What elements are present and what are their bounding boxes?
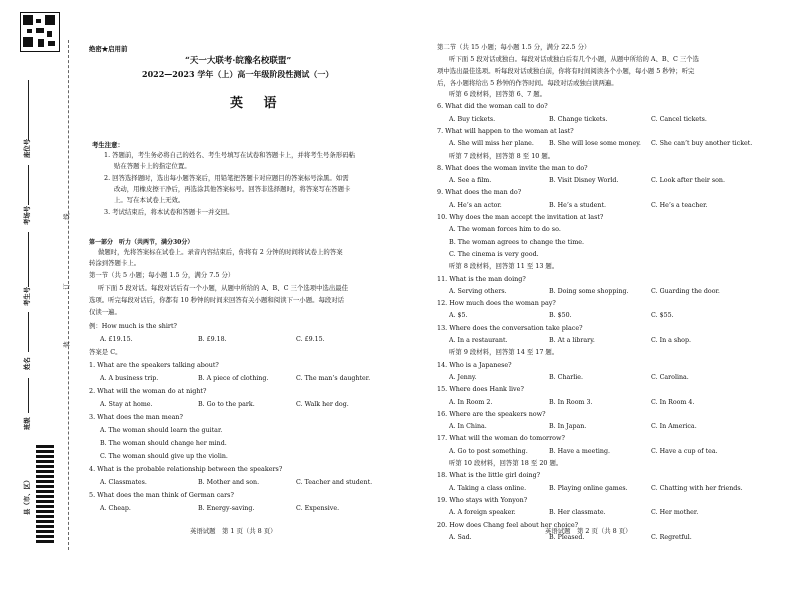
option: A. The woman forces him to do so.: [449, 225, 561, 234]
barcode-stripes: [36, 445, 54, 595]
listening-note: 听第 6 段材料，回答第 6、7 题。: [449, 90, 547, 98]
option: A. A foreign speaker.: [449, 509, 516, 517]
option: C. The man’s daughter.: [296, 375, 371, 382]
section2-desc: 项中选出最佳选项。听每段对话或独白前，你将有时间阅读各个小题，每小题 5 秒钟；听完: [437, 67, 695, 75]
option: B. Pleased.: [549, 533, 585, 541]
question: 14. Who is a Japanese?: [437, 360, 512, 369]
part1-heading: 第一部分 听力（共两节，满分30分）: [89, 239, 194, 246]
listening-note: 听第 8 段材料，回答第 11 至 13 题。: [449, 262, 559, 271]
label-seat: 座位号: [23, 138, 31, 158]
section2-heading: 第二节（共 15 小题；每小题 1.5 分，满分 22.5 分）: [437, 43, 591, 51]
option: C. The woman should give up the violin.: [100, 453, 228, 460]
label-name: 姓名: [23, 357, 31, 370]
option: B. In Japan.: [549, 423, 587, 431]
option: A. He’s an actor.: [449, 201, 502, 209]
exam-title: 2022—2023 学年（上）高一年级阶段性测试（一）: [142, 69, 334, 79]
option: B. Doing some shopping.: [549, 287, 629, 295]
listening-note: 听第 7 段材料，回答第 8 至 10 题。: [449, 151, 555, 160]
question-4: 4. What is the probable relationship between the speakers?: [89, 465, 283, 473]
option: A. In Room 2.: [449, 398, 493, 406]
question: 7. What will happen to the woman at last?: [437, 126, 574, 135]
option: B. Visit Disney World.: [549, 177, 619, 185]
option: B. In Room 3.: [549, 398, 593, 406]
section1-desc: 仅读一遍。: [89, 308, 121, 316]
option: A. Taking a class online.: [449, 484, 527, 492]
binding-dashed-line: [68, 40, 69, 550]
mark-zhuang: 装: [62, 341, 71, 348]
listening-note: 听第 9 段材料，回答第 14 至 17 题。: [449, 348, 559, 357]
example-option: C. £9.15.: [296, 336, 325, 343]
option: B. Energy-saving.: [198, 505, 255, 512]
option: A. Jenny.: [449, 373, 477, 381]
option: B. $50.: [549, 312, 572, 320]
room-line: [28, 165, 29, 205]
question-5: 5. What does the man think of German cars?: [89, 491, 234, 499]
option: A. She will miss her plane.: [449, 140, 534, 148]
mark-ding: 订: [62, 283, 71, 290]
option: A. Sad.: [449, 533, 472, 541]
notice-line: 上。写在本试卷上无效。: [114, 196, 185, 204]
listening-note: 听第 10 段材料，回答第 18 至 20 题。: [449, 459, 563, 467]
notice-line: 改动，用橡皮擦干净后，再选涂其他答案标号。回答非选择题时，将答案写在答题卡: [114, 185, 351, 193]
notice-line: 2. 回答选择题时，选出每小题答案后，用铅笔把答题卡对应题目的答案标号涂黑。如需: [104, 174, 349, 182]
example-question: 例：How much is the shirt?: [89, 322, 177, 330]
option: C. In America.: [651, 423, 697, 431]
option: B. Have a meeting.: [549, 447, 610, 455]
option: A. $5.: [449, 312, 468, 320]
question: 20. How does Chang feel about her choice?: [437, 520, 579, 529]
question: 17. What will the woman do tomorrow?: [437, 434, 565, 443]
option: C. Chatting with her friends.: [651, 484, 743, 492]
question: 6. What did the woman call to do?: [437, 102, 548, 111]
question-2: 2. What will the woman do at night?: [89, 387, 207, 395]
example-option: A. £19.15.: [100, 336, 133, 343]
exam-union-title: “天一大联考·皖豫名校联盟”: [185, 56, 292, 66]
label-candidate: 考生号: [23, 286, 31, 306]
class-line: [28, 378, 29, 413]
option: A. See a film.: [449, 177, 492, 185]
option: A. The woman should learn the guitar.: [100, 427, 223, 434]
option: B. Mother and son.: [198, 479, 260, 486]
notice-line: 3. 考试结束后，将本试卷和答题卡一并交回。: [104, 208, 234, 216]
example-answer: 答案是 C。: [89, 348, 122, 356]
example-option: B. £9.18.: [198, 336, 227, 343]
option: C. Look after their son.: [651, 177, 725, 185]
option: C. She can’t buy another ticket.: [651, 140, 753, 148]
option: C. In a shop.: [651, 337, 692, 344]
label-room: 考场号: [23, 205, 31, 225]
section2-desc: 听下面 5 段对话或独白。每段对话或独白后有几个小题，从题中所给的 A、B、C 三个选: [449, 55, 700, 63]
option: C. Cancel tickets.: [651, 115, 707, 123]
question: 16. Where are the speakers now?: [437, 409, 546, 418]
question: 18. What is the little girl doing?: [437, 471, 541, 480]
option: B. The woman should change her mind.: [100, 440, 227, 447]
option: C. Guarding the door.: [651, 287, 720, 295]
section1-desc: 听下面 5 段对话。每段对话后有一个小题，从题中所给的 A、B、C 三个选项中选出最佳: [98, 284, 349, 292]
question: 10. Why does the man accept the invitation at last?: [437, 213, 604, 221]
option: B. Change tickets.: [549, 115, 608, 123]
option: C. Her mother.: [651, 509, 699, 517]
question: 11. What is the man doing?: [437, 274, 526, 283]
option: B. He’s a student.: [549, 201, 607, 209]
qr-code: [20, 12, 60, 52]
part1-desc: 转涂到答题卡上。: [89, 259, 141, 267]
option: C. In Room 4.: [651, 398, 695, 406]
secret-label: 绝密★启用前: [89, 45, 128, 53]
question: 8. What does the woman invite the man to do?: [437, 163, 588, 172]
option: B. Charlie.: [549, 373, 584, 381]
option: A. A business trip.: [100, 375, 159, 382]
label-county: 县（市、区）: [23, 476, 31, 515]
option: C. Carolina.: [651, 373, 689, 381]
option: C. The cinema is very good.: [449, 249, 539, 258]
name-line: [28, 312, 29, 352]
option: A. Classmates.: [100, 479, 147, 486]
notice-line: 贴在答题卡上的指定位置。: [114, 162, 191, 170]
label-class: 班级: [23, 417, 31, 430]
question-1: 1. What are the speakers talking about?: [89, 361, 219, 369]
option: C. Walk her dog.: [296, 401, 349, 408]
option: A. Go to post something.: [449, 447, 528, 455]
option: A. Cheap.: [100, 505, 131, 512]
question: 13. Where does the conversation take place?: [437, 323, 583, 332]
question: 9. What does the man do?: [437, 188, 522, 197]
option: A. Buy tickets.: [449, 115, 496, 123]
candidate-line: [28, 232, 29, 287]
option: C. He’s a teacher.: [651, 201, 708, 209]
question: 12. How much does the woman pay?: [437, 299, 556, 308]
question: 19. Who stays with Yonyon?: [437, 495, 528, 504]
section1-desc: 选项。听完每段对话后，你都有 10 秒钟的时间来回答有关小题和阅读下一小题。每段对话: [89, 296, 345, 304]
option: C. Regretful.: [651, 533, 692, 541]
notice-line: 1. 答题前，考生务必将自己的姓名、考生号填写在试卷和答题卡上，并将考生号条形码粘: [104, 151, 355, 159]
option: B. At a library.: [549, 337, 595, 344]
section1-heading: 第一节（共 5 小题；每小题 1.5 分，满分 7.5 分）: [89, 271, 235, 279]
option: C. Teacher and student.: [296, 479, 373, 486]
option: C. Expensive.: [296, 505, 340, 512]
section2-desc: 后，各小题将给出 5 秒钟的作答时间。每段对话或独白读两遍。: [437, 79, 618, 87]
option: A. In China.: [449, 423, 487, 431]
option: B. The woman agrees to change the time.: [449, 237, 585, 246]
question: 15. Where does Hank live?: [437, 385, 524, 394]
option: B. A piece of clothing.: [198, 375, 269, 382]
option: A. Stay at home.: [100, 401, 153, 408]
option: C. $55.: [651, 312, 674, 320]
notice-title: 考生注意：: [92, 141, 124, 149]
part1-desc: 做题时，先将答案标在试卷上。录音内容结束后，你将有 2 分钟的时间将试卷上的答案: [98, 248, 343, 256]
page-footer-right: 英语试题 第 2 页（共 8 页）: [545, 527, 632, 535]
question-3: 3. What does the man mean?: [89, 413, 183, 421]
page-footer-left: 英语试题 第 1 页（共 8 页）: [190, 527, 277, 535]
option: A. In a restaurant.: [449, 337, 508, 344]
option: A. Serving others.: [449, 287, 507, 295]
subject-title: 英 语: [230, 96, 285, 111]
option: B. Her classmate.: [549, 509, 606, 517]
option: B. Playing online games.: [549, 484, 628, 492]
option: C. Have a cup of tea.: [651, 447, 718, 455]
option: B. Go to the park.: [198, 401, 255, 408]
mark-xian: 线: [62, 213, 71, 220]
seat-line: [28, 80, 29, 140]
option: B. She will lose some money.: [549, 140, 641, 148]
